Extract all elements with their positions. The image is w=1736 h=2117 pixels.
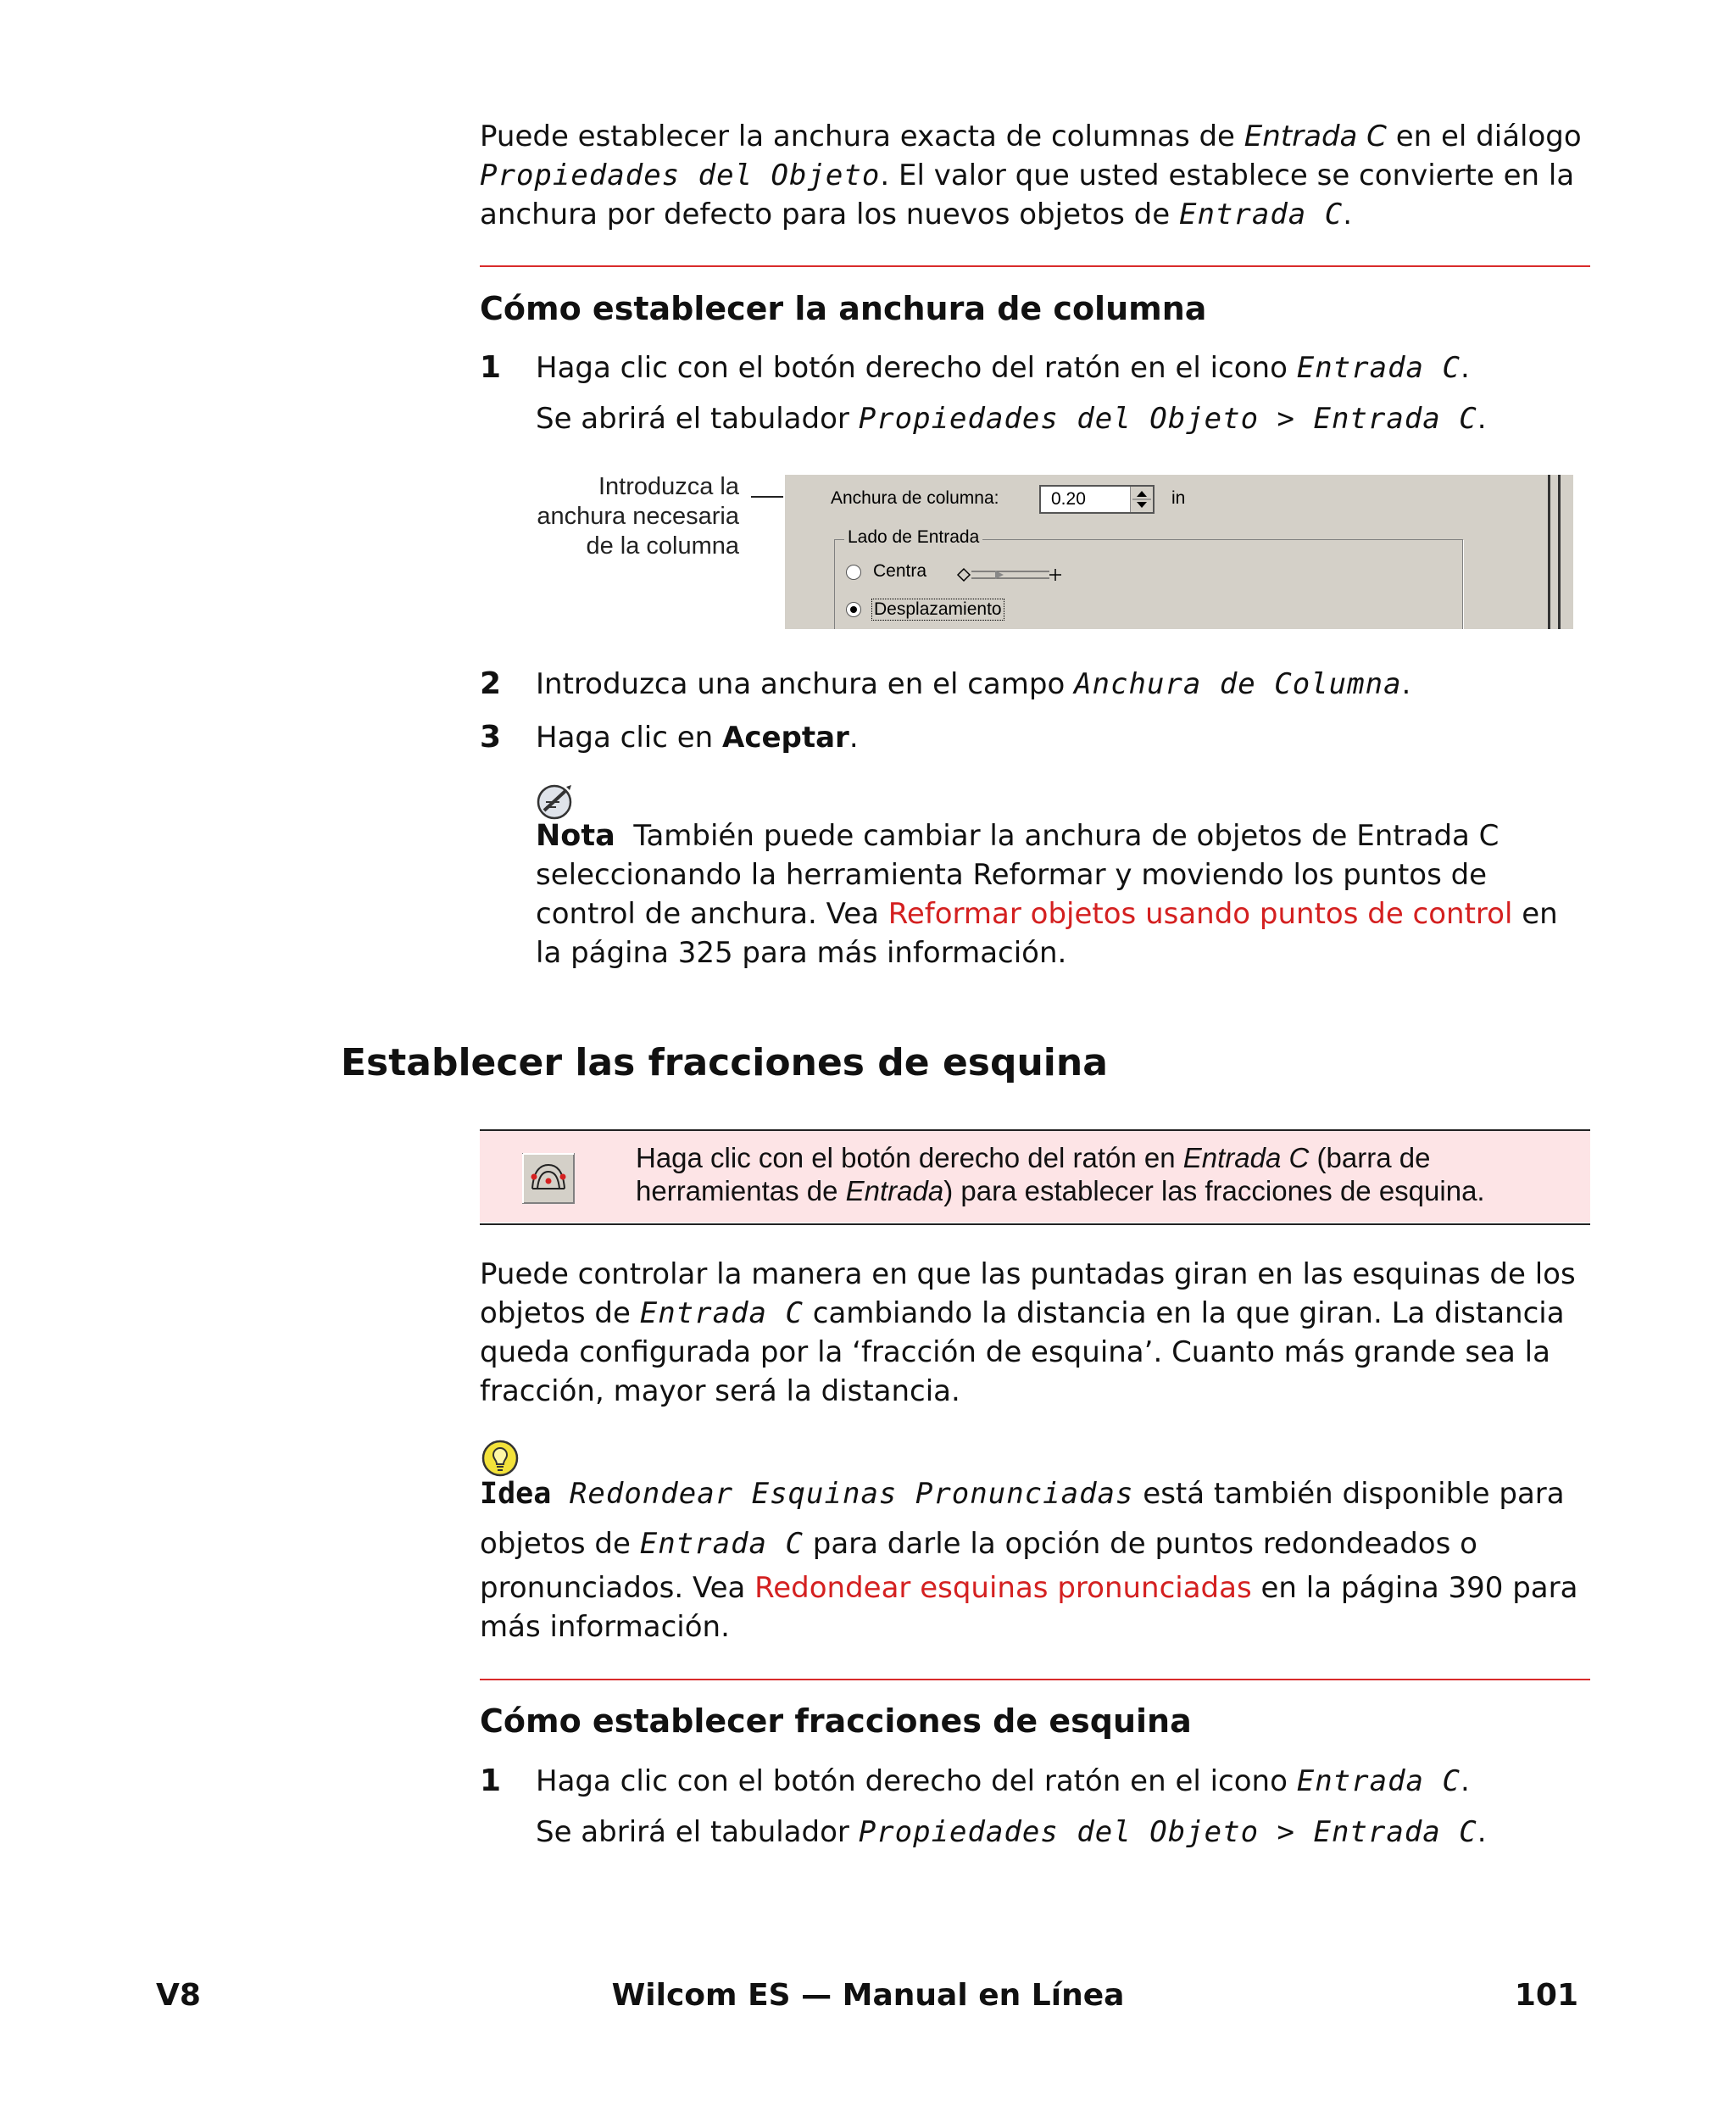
- section-divider: [480, 265, 1590, 267]
- intro-paragraph: [480, 117, 1582, 234]
- section-heading: Cómo establecer la anchura de columna: [480, 290, 1207, 327]
- note-line: la página 325 para más información.: [536, 936, 1067, 970]
- box-bottom-rule: [480, 1223, 1590, 1225]
- entry-side-group-label: Lado de Entrada: [844, 527, 982, 548]
- corner-fraction-paragraph: [480, 1255, 1576, 1411]
- idea-line: pronunciados. Vea Redondear esquinas pronunciadas en la página 390 para: [480, 1571, 1578, 1605]
- column-width-input[interactable]: [1039, 485, 1155, 514]
- intro-line-2: Propiedades del Objeto. El valor que usted establece se convierte en la: [480, 159, 1575, 192]
- idea-line: objetos de Entrada C para darle la opción de puntos redondeados o: [480, 1527, 1477, 1561]
- intro-line-3: anchura por defecto para los nuevos objetos de Entrada C.: [480, 198, 1353, 231]
- note-line: seleccionando la herramienta Reformar y moviendo los puntos de: [536, 858, 1488, 892]
- dialog-edge: [1548, 475, 1550, 629]
- step-number: 3: [480, 720, 502, 755]
- note-line: Nota También puede cambiar la anchura de objetos de Entrada C: [536, 819, 1500, 853]
- slider-control-icon[interactable]: [956, 565, 1063, 585]
- step-result-text: Se abrirá el tabulador Propiedades del Objeto > Entrada C.: [536, 402, 1487, 436]
- footer-title: Wilcom ES — Manual en Línea: [611, 1978, 1125, 2013]
- intro-line-1: Puede establecer la anchura exacta de columnas de Entrada C en el diálogo: [480, 120, 1582, 153]
- step-number: 2: [480, 666, 502, 701]
- lightbulb-icon: [481, 1440, 519, 1477]
- callout-line: de la columna: [586, 532, 739, 560]
- offset-radio-label: Desplazamiento: [871, 599, 1004, 621]
- idea-line: más información.: [480, 1610, 730, 1644]
- toolbar-tip-box: [480, 1131, 1590, 1223]
- section-title: Establecer las fracciones de esquina: [341, 1041, 1108, 1084]
- section-heading: Cómo establecer fracciones de esquina: [480, 1702, 1192, 1740]
- step-number: 1: [480, 350, 502, 385]
- page-number: 101: [1514, 1978, 1578, 2013]
- tip-line: herramientas de Entrada) para establecer las fracciones de esquina.: [636, 1175, 1485, 1206]
- spinner-arrows-icon: [1131, 487, 1153, 512]
- corner-fraction-tool-icon[interactable]: [522, 1153, 575, 1204]
- tip-line: Haga clic con el botón derecho del ratón en Entrada C (barra de: [636, 1142, 1431, 1173]
- offset-radio[interactable]: [846, 602, 861, 617]
- step-number: 1: [480, 1763, 502, 1798]
- column-width-label: Anchura de columna:: [831, 488, 999, 508]
- callout-line: Introduzca la: [598, 473, 739, 500]
- note-block: [536, 816, 1558, 972]
- paragraph-line: queda configurada por la ‘fracción de esquina’. Cuanto más grande sea la: [480, 1335, 1550, 1369]
- paragraph-line: fracción, mayor será la distancia.: [480, 1374, 960, 1408]
- note-line: control de anchura. Vea Reformar objetos usando puntos de control en: [536, 897, 1558, 931]
- step-text: Haga clic en Aceptar.: [536, 721, 859, 755]
- paragraph-line: objetos de Entrada C cambiando la distancia en la que giran. La distancia: [480, 1296, 1565, 1330]
- footer-version: V8: [156, 1978, 201, 2013]
- round-corners-link[interactable]: Redondear esquinas pronunciadas: [754, 1571, 1252, 1605]
- center-radio[interactable]: [846, 565, 861, 580]
- center-radio-label: Centra: [873, 561, 927, 581]
- idea-line: Idea Redondear Esquinas Pronunciadas está también disponible para: [480, 1477, 1565, 1511]
- column-width-spinner[interactable]: [1130, 487, 1153, 512]
- step-text: Introduzca una anchura en el campo Anchura de Columna.: [536, 667, 1411, 701]
- section-divider: [480, 1679, 1590, 1680]
- step-text: Haga clic con el botón derecho del ratón en el icono Entrada C.: [536, 351, 1470, 385]
- dialog-edge: [1558, 475, 1561, 629]
- callout-line: anchura necesaria: [537, 503, 739, 530]
- step-text: Haga clic con el botón derecho del ratón en el icono Entrada C.: [536, 1764, 1470, 1798]
- unit-label: in: [1171, 488, 1186, 508]
- step-result-text: Se abrirá el tabulador Propiedades del Objeto > Entrada C.: [536, 1815, 1487, 1849]
- reshape-objects-link[interactable]: Reformar objetos usando puntos de control: [887, 897, 1513, 931]
- paragraph-line: Puede controlar la manera en que las puntadas giran en las esquinas de los: [480, 1257, 1576, 1291]
- dialog-screenshot: [783, 475, 1573, 629]
- note-pencil-icon: [536, 782, 575, 821]
- column-width-value: 0.20: [1051, 489, 1086, 509]
